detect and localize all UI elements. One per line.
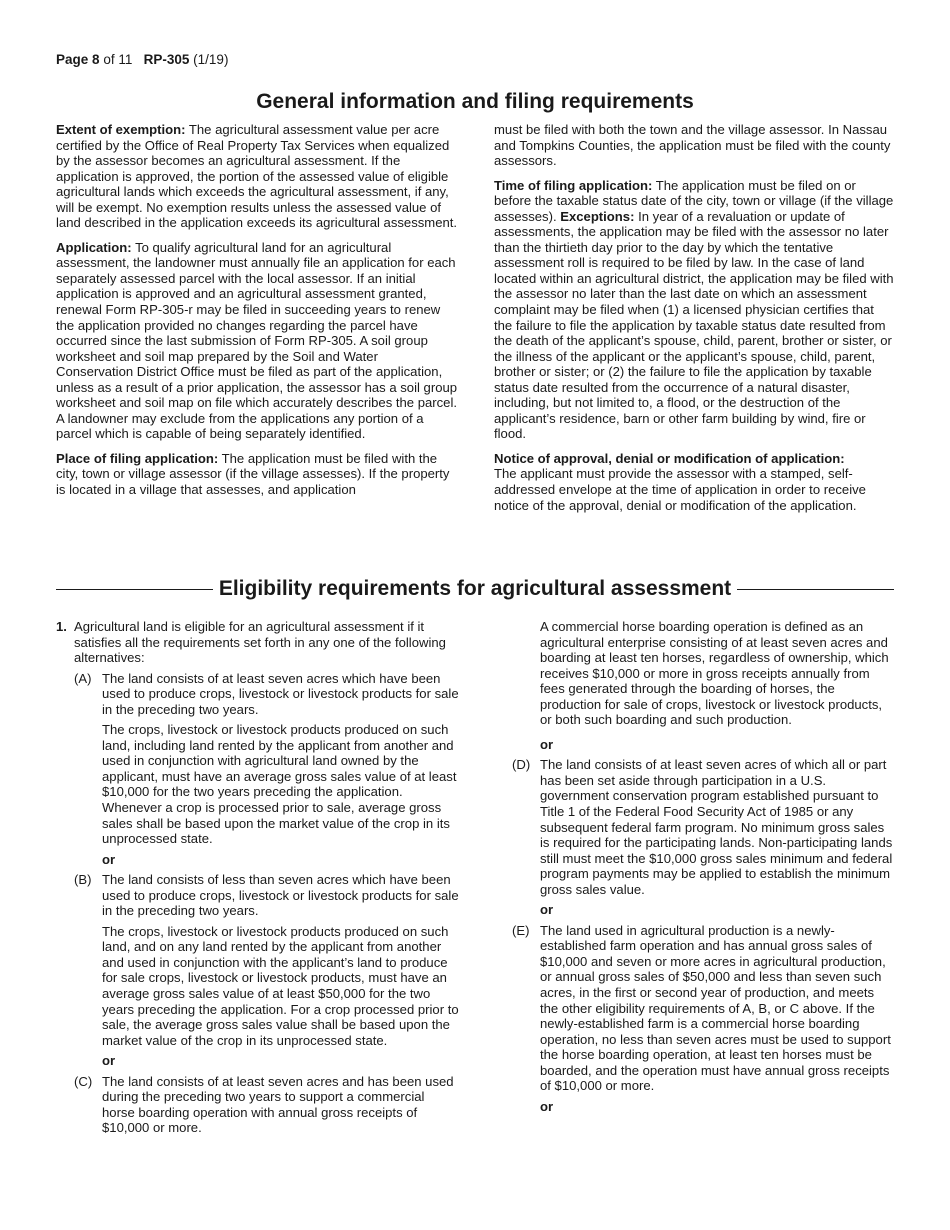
or-separator: or (540, 902, 554, 918)
form-id: RP-305 (143, 52, 190, 67)
alternative-a (74, 671, 460, 847)
page-number: 8 (92, 52, 100, 67)
exceptions-heading: Exceptions: (560, 208, 635, 224)
application-heading: Application: (56, 239, 132, 255)
alternative-a-label: (A) (74, 670, 92, 686)
place-text: The application must be filed with the city, town or village assessor (if the village assesses). If the property is located in a village that assesses, and application (56, 450, 450, 498)
alternative-b (74, 872, 460, 1048)
eligibility-item-1 (56, 619, 460, 1136)
alternative-c-text-1: The land consists of at least seven acres and has been used during the preceding two years to support a commercial horse boarding operation with annual gross receipts of $10,000 or more. (102, 1073, 454, 1136)
alternative-b-text-2: The crops, livestock or livestock products produced on such land, and on any land rented by the applicant from another and used in conjunction with the applicant’s land to produce for sale crops, livestock or livestock products, must have an average gross sales value of at least $50,000 for the two years preceding the application. For a crop processed prior to sale, the average gross sales value shall be based upon the market value of the crop in its unprocessed state. (102, 923, 459, 1048)
notice-heading: Notice of approval, denial or modification of application: (494, 450, 845, 466)
extent-paragraph (56, 122, 458, 231)
extent-heading: Extent of exemption: (56, 122, 186, 137)
time-text: The application must be filed on or before the taxable status date of the city, town or village (if the village assesses). (494, 177, 894, 224)
alternative-d-label: (D) (512, 757, 531, 773)
eligibility-heading-bar (56, 577, 894, 601)
time-heading: Time of filing application: (494, 177, 653, 193)
page-total: of 11 (103, 52, 133, 67)
exceptions-text: In year of a revaluation or update of assessments, the application may be filed with the assessor no later than the thirtieth day prior to the day by which the tentative assessment roll is required to be filed by law. In the case of land located within an agricultural district, the application may be filed with the assessor no later than the last date on which an assessment complaint may be filed when (1) a licensed physician certifies that the failure to file the application by taxable status date resulted from the death of the applicant’s spouse, child, parent, brother or sister, or the illness of the applicant or the applicant’s spouse, child, parent, brother or sister; or (2) the failure to file the application by taxable status date resulted from the occurrence of a natural disaster, including, but not limited to, a flood, or the destruction of the applicant’s residence, barn or other farm building by wind, fire or flood. (494, 208, 894, 442)
eligibility-left-column (56, 619, 460, 1141)
place-continued-paragraph: must be filed with both the town and the village assessor. In Nassau and Tompkins Counties, the application must be filed with the county assessors. (494, 122, 891, 169)
alternative-d (512, 757, 894, 897)
alternative-e (512, 923, 894, 1094)
time-paragraph (494, 178, 894, 442)
alternative-a-text-2: The crops, livestock or livestock products produced on such land, including land rented by the applicant from another and used in conjunction with agricultural land owned by the applicant, must have an average gross sales value of at least $10,000 for the two years preceding the application. Whenever a crop is processed prior to sale, average gross sales shall be based upon the market value of the crop in its unprocessed state. (102, 722, 457, 847)
application-paragraph (56, 240, 458, 442)
page-label: Page (56, 52, 89, 67)
page-header (56, 52, 228, 67)
notice-text: The applicant must provide the assessor with a stamped, self-addressed envelope at the time of application in order to receive notice of the approval, denial or modification of the application. (494, 466, 866, 513)
general-info-title: General information and filing requirements (256, 90, 694, 113)
alternative-c-text-2: A commercial horse boarding operation is defined as an agricultural enterprise consisting of at least seven acres and boarding at least ten horses, regardless of ownership, which receives $10,000 or more in gross receipts annually from fees generated through the boarding of horses, the production for sale of crops, livestock or livestock products, or both such boarding and such production. (540, 619, 889, 728)
general-info-right-column (494, 122, 894, 522)
or-separator: or (540, 1098, 554, 1114)
heading-rule-right (737, 589, 894, 590)
eligibility-right-column (512, 619, 894, 1118)
alternative-c-label: (C) (74, 1073, 93, 1089)
alternative-c (74, 1074, 460, 1136)
extent-text: The agricultural assessment value per acre certified by the Office of Real Property Tax Services when equalized by the assessor becomes an agricultural assessment. If the application is approved, the portion of the assessed value of eligible agricultural lands which exceeds the agricultural assessment, if any, will be exempt. No exemption results unless the assessed value of land described in the application exceeds its agricultural assessment. (56, 122, 458, 231)
form-revision: (1/19) (193, 52, 229, 67)
application-text: To qualify agricultural land for an agricultural assessment, the landowner must annually file an application for each separately assessed parcel with the local assessor. If an initial application is approved and an agricultural assessment granted, renewal Form RP-305-r may be filed in succeeding years to renew the application provided no changes regarding the parcel have occurred since the last submission of Form RP-305. A soil group worksheet and soil map prepared by the Soil and Water Conservation District Office must be filed as part of the application, unless as a result of a prior application, the assessor has a soil group worksheet and soil map on file which accurately describes the parcel. A landowner may exclude from the applications any portion of a parcel which is capable of being separately identified. (56, 239, 458, 442)
place-paragraph (56, 451, 458, 498)
alternative-d-text: The land consists of at least seven acres of which all or part has been set aside through participation in a U.S. government conservation program established pursuant to Title 1 of the Federal Food Security Act of 1985 or any subsequent federal farm program. No minimum gross sales is required for the participating lands. Non-participating lands still must meet the $10,000 gross sales minimum and federal program payments may be applied to establish the minimum gross sales value. (540, 757, 893, 897)
place-heading: Place of filing application: (56, 450, 219, 466)
alternative-e-text: The land used in agricultural production is a newly-established farm operation and has annual gross sales of $10,000 and seven or more acres in agricultural production, or annual gross sales of $50,000 and less than seven such acres, in the first or second year of production, and meets the other eligibility requirements of A, B, or C above. If the newly-established farm is a commercial horse boarding operation, no less than seven acres must be used to support the horse boarding operation, at least ten horses must be boarded, and the operation must have annual gross receipts of $10,000 or more. (540, 922, 891, 1094)
alternative-a-text-1: The land consists of at least seven acres which have been used to produce crops, livestock or livestock products for sale in the preceding two years. (102, 670, 459, 717)
notice-paragraph (494, 451, 894, 513)
alternative-b-text-1: The land consists of less than seven acres which have been used to produce crops, livestock or livestock products for sale in the preceding two years. (102, 872, 459, 919)
item-intro: Agricultural land is eligible for an agricultural assessment if it satisfies all the requirements set forth in any one of the following alternatives: (74, 619, 446, 666)
or-separator: or (540, 736, 554, 752)
general-info-left-column (56, 122, 458, 507)
item-number: 1. (56, 619, 67, 634)
heading-rule-left (56, 589, 213, 590)
eligibility-title: Eligibility requirements for agricultural assessment (218, 577, 732, 600)
alternative-e-label: (E) (512, 922, 530, 938)
alternative-b-label: (B) (74, 872, 92, 888)
or-separator: or (102, 851, 116, 867)
or-separator: or (102, 1053, 116, 1069)
